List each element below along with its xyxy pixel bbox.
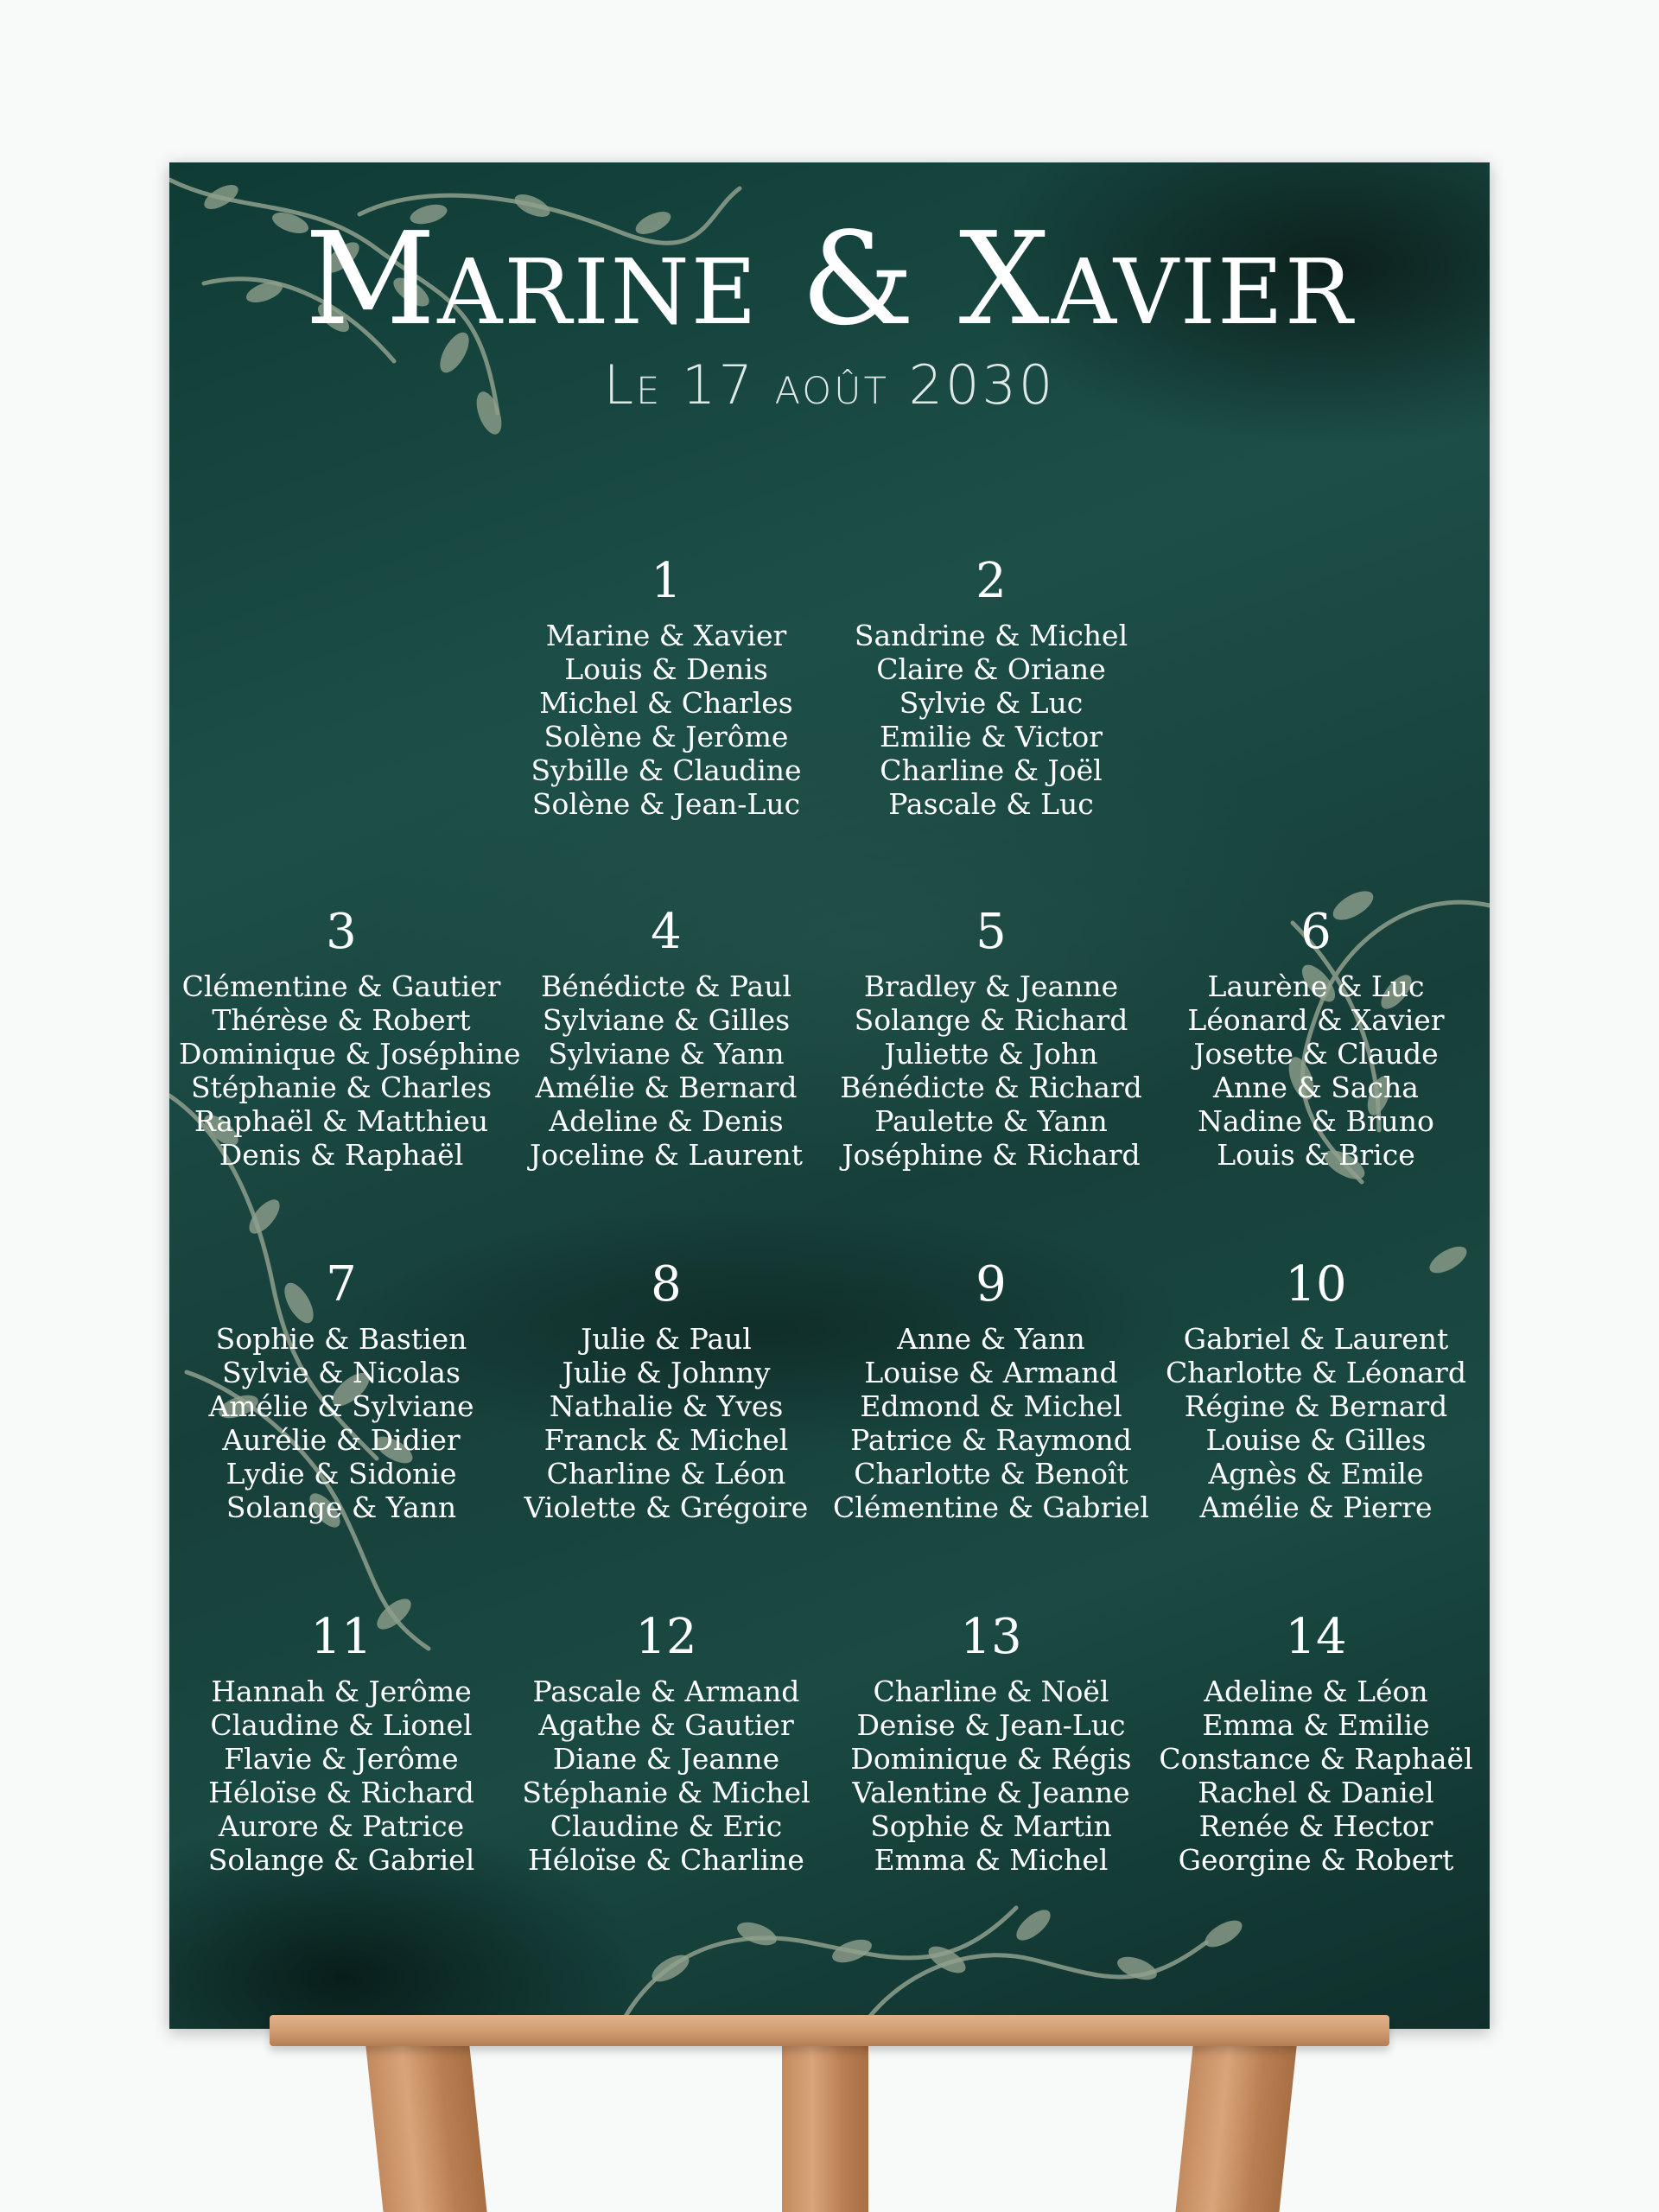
guest-pair: Emma & Michel <box>874 1843 1109 1877</box>
guest-pair: Charline & Joël <box>880 753 1103 787</box>
table-number: 1 <box>651 553 682 609</box>
guest-pair: Renée & Hector <box>1198 1809 1433 1843</box>
table-number: 3 <box>326 904 357 960</box>
table-10 <box>1154 1255 1478 1524</box>
guest-pair: Stéphanie & Michel <box>522 1776 810 1809</box>
guest-pair: Nathalie & Yves <box>549 1389 784 1423</box>
guest-pair: Marine & Xavier <box>545 619 787 652</box>
guest-pair: Flavie & Jerôme <box>224 1742 459 1776</box>
guest-pair: Amélie & Pierre <box>1199 1491 1433 1524</box>
guest-pair: Léonard & Xavier <box>1187 1003 1445 1037</box>
table-13 <box>829 1607 1154 1877</box>
easel-shelf <box>270 2015 1389 2046</box>
table-number: 2 <box>976 553 1007 609</box>
table-1 <box>504 551 829 821</box>
guest-pair: Amélie & Sylviane <box>208 1389 474 1423</box>
guest-pair: Edmond & Michel <box>860 1389 1122 1423</box>
table-number: 9 <box>976 1256 1007 1313</box>
guest-pair: Pascale & Luc <box>888 787 1094 821</box>
guest-pair: Sandrine & Michel <box>854 619 1128 652</box>
guest-pair: Charline & Léon <box>546 1457 786 1491</box>
guest-pair: Sylviane & Gilles <box>542 1003 791 1037</box>
guest-pair: Héloïse & Charline <box>528 1843 804 1877</box>
table-14 <box>1154 1607 1478 1877</box>
guest-pair: Régine & Bernard <box>1184 1389 1448 1423</box>
poster-date: Le 17 août 2030 <box>603 353 1056 416</box>
guest-pair: Agnès & Emile <box>1208 1457 1424 1491</box>
guest-pair: Agathe & Gautier <box>538 1708 794 1742</box>
table-6 <box>1154 902 1478 1172</box>
guest-pair: Denis & Raphaël <box>219 1138 464 1172</box>
table-4 <box>504 902 829 1172</box>
table-8 <box>504 1255 829 1524</box>
guest-pair: Stéphanie & Charles <box>190 1071 493 1104</box>
guest-pair: Louise & Armand <box>864 1356 1118 1389</box>
table-number: 8 <box>651 1256 682 1313</box>
guest-pair: Solange & Richard <box>854 1003 1128 1037</box>
guest-pair: Solène & Jerôme <box>543 720 789 753</box>
table-7 <box>179 1255 504 1524</box>
table-5 <box>829 902 1154 1172</box>
guest-pair: Patrice & Raymond <box>850 1423 1132 1457</box>
guest-pair: Adeline & Denis <box>549 1104 784 1138</box>
guest-pair: Nadine & Bruno <box>1198 1104 1434 1138</box>
guest-pair: Violette & Grégoire <box>524 1491 809 1524</box>
guest-pair: Charline & Noël <box>873 1675 1109 1708</box>
guest-pair: Pascale & Armand <box>532 1675 800 1708</box>
table-12 <box>504 1607 829 1877</box>
guest-pair: Diane & Jeanne <box>552 1742 780 1776</box>
table-9 <box>829 1255 1154 1524</box>
guest-pair: Juliette & John <box>884 1037 1098 1071</box>
table-number: 13 <box>960 1609 1022 1665</box>
table-2 <box>829 551 1154 821</box>
guest-pair: Dominique & Joséphine <box>179 1037 521 1071</box>
guest-pair: Claire & Oriane <box>876 652 1106 686</box>
table-number: 4 <box>651 904 682 960</box>
poster-title: Marine & Xavier <box>304 205 1355 353</box>
table-number: 10 <box>1285 1256 1347 1313</box>
guest-pair: Claudine & Eric <box>550 1809 783 1843</box>
guest-pair: Anne & Yann <box>897 1322 1085 1356</box>
guest-pair: Sybille & Claudine <box>531 753 802 787</box>
table-number: 6 <box>1300 904 1332 960</box>
guest-pair: Rachel & Daniel <box>1198 1776 1434 1809</box>
guest-pair: Clémentine & Gautier <box>181 969 501 1003</box>
guest-pair: Bénédicte & Richard <box>840 1071 1142 1104</box>
guest-pair: Sylviane & Yann <box>548 1037 785 1071</box>
guest-pair: Adeline & Léon <box>1204 1675 1428 1708</box>
table-3 <box>179 902 521 1172</box>
guest-pair: Hannah & Jerôme <box>211 1675 472 1708</box>
guest-pair: Laurène & Luc <box>1207 969 1425 1003</box>
seating-chart-poster <box>169 162 1490 2029</box>
guest-pair: Bénédicte & Paul <box>540 969 792 1003</box>
guest-pair: Louis & Brice <box>1217 1138 1415 1172</box>
guest-pair: Bradley & Jeanne <box>863 969 1119 1003</box>
guest-pair: Gabriel & Laurent <box>1183 1322 1449 1356</box>
guest-pair: Julie & Paul <box>581 1322 752 1356</box>
table-number: 11 <box>310 1609 372 1665</box>
guest-pair: Sylvie & Nicolas <box>222 1356 461 1389</box>
guest-pair: Louis & Denis <box>564 652 768 686</box>
guest-pair: Julie & Johnny <box>562 1356 771 1389</box>
guest-pair: Solène & Jean-Luc <box>531 787 801 821</box>
guest-pair: Michel & Charles <box>539 686 793 720</box>
guest-pair: Solange & Gabriel <box>207 1843 475 1877</box>
table-number: 5 <box>976 904 1007 960</box>
guest-pair: Georgine & Robert <box>1178 1843 1454 1877</box>
guest-pair: Aurélie & Didier <box>222 1423 461 1457</box>
guest-pair: Denise & Jean-Luc <box>856 1708 1126 1742</box>
guest-pair: Emilie & Victor <box>879 720 1103 753</box>
guest-pair: Clémentine & Gabriel <box>833 1491 1149 1524</box>
guest-pair: Joséphine & Richard <box>842 1138 1141 1172</box>
guest-pair: Constance & Raphaël <box>1159 1742 1473 1776</box>
guest-pair: Dominique & Régis <box>850 1742 1132 1776</box>
guest-pair: Josette & Claude <box>1193 1037 1439 1071</box>
table-number: 14 <box>1285 1609 1347 1665</box>
guest-pair: Claudine & Lionel <box>210 1708 473 1742</box>
table-number: 7 <box>326 1256 357 1313</box>
guest-pair: Amélie & Bernard <box>535 1071 798 1104</box>
guest-pair: Louise & Gilles <box>1205 1423 1427 1457</box>
guest-pair: Héloïse & Richard <box>208 1776 474 1809</box>
table-11 <box>179 1607 504 1877</box>
guest-pair: Paulette & Yann <box>874 1104 1108 1138</box>
guest-pair: Joceline & Laurent <box>529 1138 803 1172</box>
guest-pair: Aurore & Patrice <box>218 1809 465 1843</box>
guest-pair: Thérèse & Robert <box>212 1003 471 1037</box>
guest-pair: Sylvie & Luc <box>899 686 1084 720</box>
guest-pair: Sophie & Bastien <box>215 1322 467 1356</box>
guest-pair: Lydie & Sidonie <box>226 1457 457 1491</box>
guest-pair: Emma & Emilie <box>1202 1708 1430 1742</box>
guest-pair: Charlotte & Benoît <box>854 1457 1128 1491</box>
guest-pair: Franck & Michel <box>543 1423 789 1457</box>
guest-pair: Charlotte & Léonard <box>1166 1356 1466 1389</box>
guest-pair: Solange & Yann <box>226 1491 457 1524</box>
guest-pair: Sophie & Martin <box>870 1809 1112 1843</box>
guest-pair: Raphaël & Matthieu <box>194 1104 489 1138</box>
table-number: 12 <box>635 1609 697 1665</box>
guest-pair: Valentine & Jeanne <box>852 1776 1130 1809</box>
guest-pair: Anne & Sacha <box>1213 1071 1419 1104</box>
